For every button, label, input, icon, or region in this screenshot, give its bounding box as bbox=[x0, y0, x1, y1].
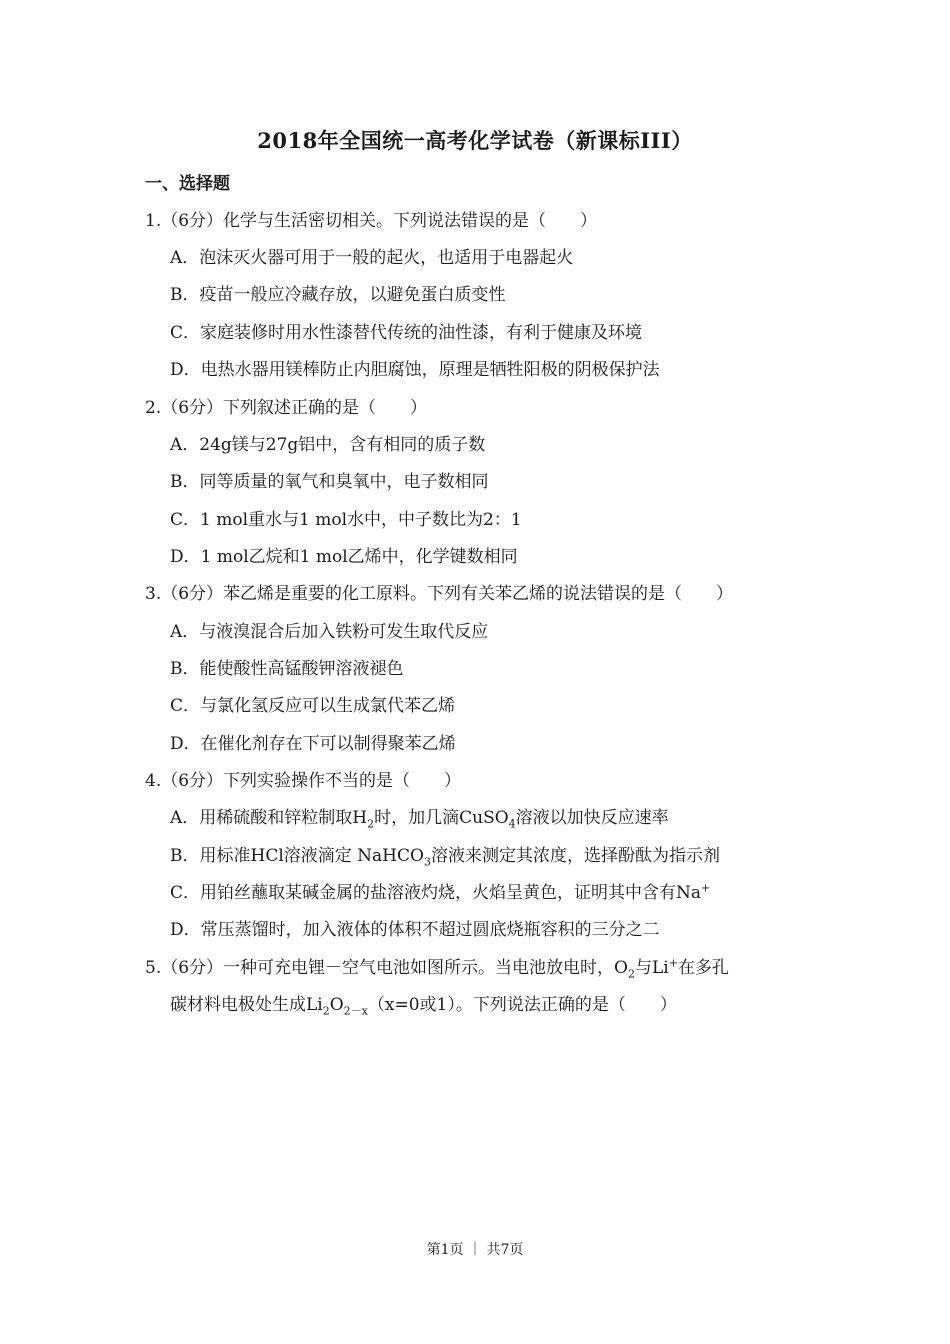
question-4-option-a: A．用稀硫酸和锌粒制取$H_2$时，加几滴CuSO$_4$溶液以加快反应速率 bbox=[170, 808, 669, 831]
question-1-option-a: A．泡沫灭火器可用于一般的起火，也适用于电器起火 bbox=[170, 248, 574, 268]
question-3-stem: 3.（6分）苯乙烯是重要的化工原料。下列有关苯乙烯的说法错误的是（ ） bbox=[145, 584, 734, 604]
question-2-option-d: D．1 mol乙烷和1 mol乙烯中，化学键数相同 bbox=[170, 547, 518, 567]
question-1-stem: 1.（6分）化学与生活密切相关。下列说法错误的是（ ） bbox=[145, 211, 598, 231]
question-3-option-d: D．在催化剂存在下可以制得聚苯乙烯 bbox=[170, 734, 456, 754]
question-3-option-c: C．与氯化氢反应可以生成氯代苯乙烯 bbox=[170, 696, 456, 716]
question-3-option-b: B．能使酸性高锰酸钾溶液褪色 bbox=[170, 659, 404, 679]
question-1-option-d: D．电热水器用镁棒防止内胆腐蚀，原理是牺牲阳极的阴极保护法 bbox=[170, 360, 660, 380]
page-title: 2018年全国统一高考化学试卷（新课标III） bbox=[257, 128, 693, 153]
question-4-option-b: B．用标准HCl溶液滴定 NaHCO$_3$溶液来测定其浓度，选择酚酞为指示剂 bbox=[170, 846, 720, 869]
question-2-option-c: C．1 mol重水与1 mol水中，中子数比为2：1 bbox=[170, 510, 522, 530]
question-2-option-a: A．24g镁与27g铝中，含有相同的质子数 bbox=[170, 435, 486, 455]
page-footer: 第1页 ｜ 共7页 bbox=[426, 1242, 524, 1258]
question-4-option-d: D．常压蒸馏时，加入液体的体积不超过圆底烧瓶容积的三分之二 bbox=[170, 920, 660, 940]
question-4-stem: 4.（6分）下列实验操作不当的是（ ） bbox=[145, 771, 462, 791]
question-1-option-c: C．家庭装修时用水性漆替代传统的油性漆，有利于健康及环境 bbox=[170, 323, 643, 343]
question-2-option-b: B．同等质量的氧气和臭氧中，电子数相同 bbox=[170, 472, 489, 492]
question-3-option-a: A．与液溴混合后加入铁粉可发生取代反应 bbox=[170, 622, 489, 642]
question-5-stem-line-2: 碳材料电极处生成$Li_2O_{2-x}(x=0$或1）。下列说法正确的是（ ） bbox=[170, 995, 677, 1018]
question-2-stem: 2.（6分）下列叙述正确的是（ ） bbox=[145, 398, 428, 418]
question-4-option-c: C．用铂丝蘸取某碱金属的盐溶液灼烧，火焰呈黄色，证明其中含有Na+ bbox=[170, 881, 711, 903]
section-heading: 一、选择题 bbox=[145, 174, 230, 194]
question-1-option-b: B．疫苗一般应冷藏存放，以避免蛋白质变性 bbox=[170, 285, 506, 305]
question-5-stem-line-1: 5.（6分）一种可充电锂－空气电池如图所示。当电池放电时，$O_2$与Li+在多孔 bbox=[145, 956, 729, 981]
